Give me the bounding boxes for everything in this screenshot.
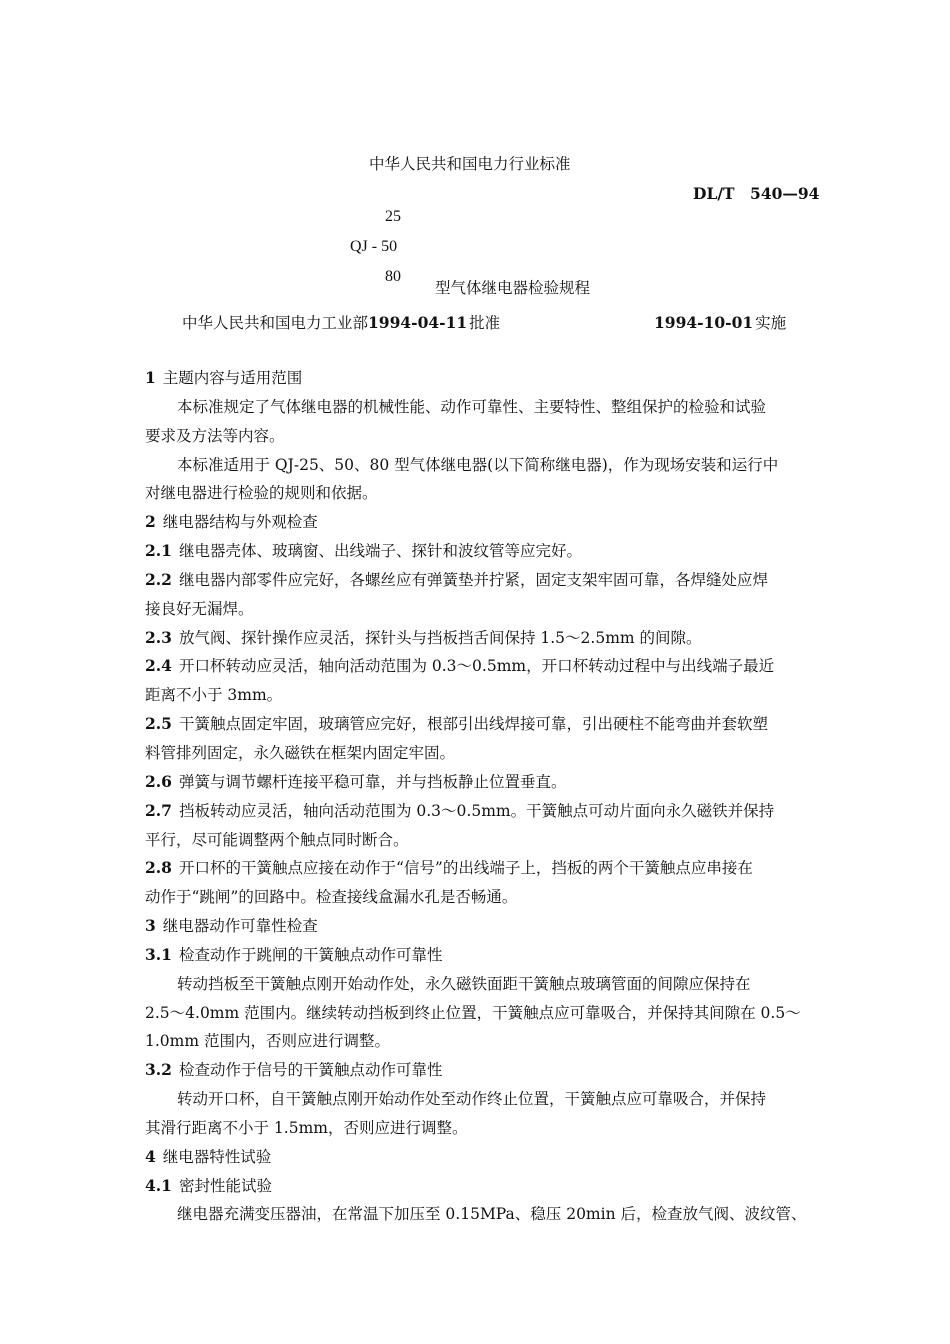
- section-number: 4: [145, 1146, 156, 1166]
- line-text: 挡板转动应灵活，轴向活动范围为 0.3～0.5mm。干簧触点可动片面向永久磁铁并保持: [178, 801, 775, 820]
- section-line: [145, 797, 810, 826]
- section-line: [145, 912, 810, 941]
- document-title: 型气体继电器检验规程: [435, 279, 591, 297]
- paragraph-line: [145, 739, 810, 768]
- line-text: 开口杯的干簧触点应接在动作于“信号”的出线端子上，挡板的两个干簧触点应串接在: [178, 859, 753, 878]
- line-text: 继电器壳体、玻璃窗、出线端子、探针和波纹管等应完好。: [178, 542, 582, 561]
- paragraph-line: [145, 883, 810, 912]
- line-text: 继电器内部零件应完好，各螺丝应有弹簧垫并拧紧，固定支架牢固可靠，各焊缝处应焊: [178, 570, 768, 589]
- paragraph-line: [145, 393, 810, 422]
- paragraph-line: [145, 1114, 810, 1143]
- section-line: [145, 854, 810, 883]
- model-qj-50: QJ - 50: [350, 238, 398, 255]
- section-number: 2.3: [145, 627, 172, 647]
- line-text: 检查动作于跳闸的干簧触点动作可靠性: [178, 945, 443, 964]
- line-text: 距离不小于 3mm。: [145, 686, 283, 705]
- line-text: 本标准规定了气体继电器的机械性能、动作可靠性、主要特性、整组保护的检验和试验: [177, 397, 767, 416]
- line-text: 密封性能试验: [178, 1176, 272, 1195]
- line-text: 放气阀、探针操作应灵活，探针头与挡板挡舌间保持 1.5～2.5mm 的间隙。: [178, 628, 702, 647]
- section-line: [145, 1172, 810, 1201]
- section-number: 1: [145, 368, 156, 387]
- section-number: 4.1: [145, 1175, 172, 1195]
- implementation-word: 实施: [755, 314, 787, 332]
- approval-line: [182, 311, 500, 333]
- model-25: 25: [385, 208, 401, 225]
- line-text: 要求及方法等内容。: [145, 426, 285, 445]
- section-number: 2.5: [145, 714, 172, 734]
- line-text: 继电器充满变压器油，在常温下加压至 0.15MPa、稳压 20min 后，检查放气阀、波纹管、: [177, 1205, 807, 1224]
- paragraph-line: [145, 970, 810, 999]
- line-text: 弹簧与调节螺杆连接平稳可靠，并与挡板静止位置垂直。: [178, 772, 567, 791]
- section-line: [145, 537, 810, 566]
- section-line: [145, 566, 810, 595]
- section-line: [145, 508, 810, 537]
- line-text: 2.5～4.0mm 范围内。继续转动挡板到终止位置，干簧触点应可靠吸合，并保持其间隙在 0.5～: [145, 1003, 801, 1022]
- approval-org: 中华人民共和国电力工业部: [182, 314, 369, 332]
- section-number: 2.4: [145, 656, 172, 676]
- paragraph-line: [145, 999, 810, 1028]
- section-number: 2.7: [145, 800, 172, 820]
- paragraph-line: [145, 681, 810, 710]
- line-text: 对继电器进行检验的规则和依据。: [145, 484, 378, 503]
- line-text: 转动开口杯，自干簧触点刚开始动作处至动作终止位置，干簧触点应可靠吸合，并保持: [177, 1090, 767, 1109]
- approval-word: 批准: [469, 314, 501, 332]
- standard-code: DL/T 540—94: [693, 184, 820, 203]
- paragraph-line: [145, 826, 810, 855]
- approval-date: 1994-04-11: [368, 313, 468, 332]
- model-80: 80: [385, 268, 401, 285]
- line-text: 继电器动作可靠性检查: [162, 917, 318, 936]
- line-text: 接良好无漏焊。: [145, 599, 254, 618]
- paragraph-line: [145, 422, 810, 451]
- paragraph-line: [145, 479, 810, 508]
- section-line: [145, 710, 810, 739]
- section-line: [145, 652, 810, 681]
- line-text: 转动挡板至干簧触点刚开始动作处，永久磁铁面距干簧触点玻璃管面的间隙应保持在: [177, 974, 751, 993]
- section-line: [145, 768, 810, 797]
- section-number: 2: [145, 512, 156, 532]
- section-number: 2.6: [145, 771, 172, 791]
- document-body: [145, 364, 810, 1229]
- industry-standard-title: 中华人民共和国电力行业标准: [369, 155, 571, 173]
- section-number: 2.8: [145, 858, 172, 878]
- line-text: 1.0mm 范围内，否则应进行调整。: [145, 1032, 390, 1051]
- paragraph-line: [145, 1200, 810, 1229]
- line-text: 动作于“跳闸”的回路中。检查接线盒漏水孔是否畅通。: [145, 888, 518, 907]
- section-line: [145, 1143, 810, 1172]
- section-line: [145, 941, 810, 970]
- line-text: 主题内容与适用范围: [162, 369, 303, 387]
- line-text: 料管排列固定，永久磁铁在框架内固定牢固。: [145, 743, 456, 762]
- paragraph-line: [145, 1027, 810, 1056]
- line-text: 继电器结构与外观检查: [162, 513, 318, 532]
- section-line: [145, 624, 810, 653]
- line-text: 检查动作于信号的干簧触点动作可靠性: [178, 1061, 443, 1080]
- paragraph-line: [145, 1085, 810, 1114]
- line-text: 干簧触点固定牢固，玻璃管应完好，根部引出线焊接可靠，引出硬柱不能弯曲并套软塑: [178, 715, 768, 734]
- paragraph-line: [145, 595, 810, 624]
- line-text: 本标准适用于 QJ-25、50、80 型气体继电器(以下简称继电器)，作为现场安装和运行中: [177, 455, 779, 474]
- section-number: 3.1: [145, 944, 172, 964]
- section-number: 2.2: [145, 569, 172, 589]
- implementation-line: [654, 311, 786, 333]
- section-line: [145, 1056, 810, 1085]
- line-text: 平行，尽可能调整两个触点同时断合。: [145, 830, 409, 849]
- paragraph-line: [145, 451, 810, 480]
- section-number: 2.1: [145, 541, 172, 561]
- implementation-date: 1994-10-01: [654, 313, 754, 332]
- section-line: [145, 364, 810, 393]
- line-text: 其滑行距离不小于 1.5mm，否则应进行调整。: [145, 1118, 468, 1137]
- section-number: 3: [145, 916, 156, 936]
- line-text: 继电器特性试验: [162, 1147, 272, 1166]
- section-number: 3.2: [145, 1060, 172, 1080]
- line-text: 开口杯转动应灵活，轴向活动范围为 0.3～0.5mm，开口杯转动过程中与出线端子最近: [178, 657, 775, 676]
